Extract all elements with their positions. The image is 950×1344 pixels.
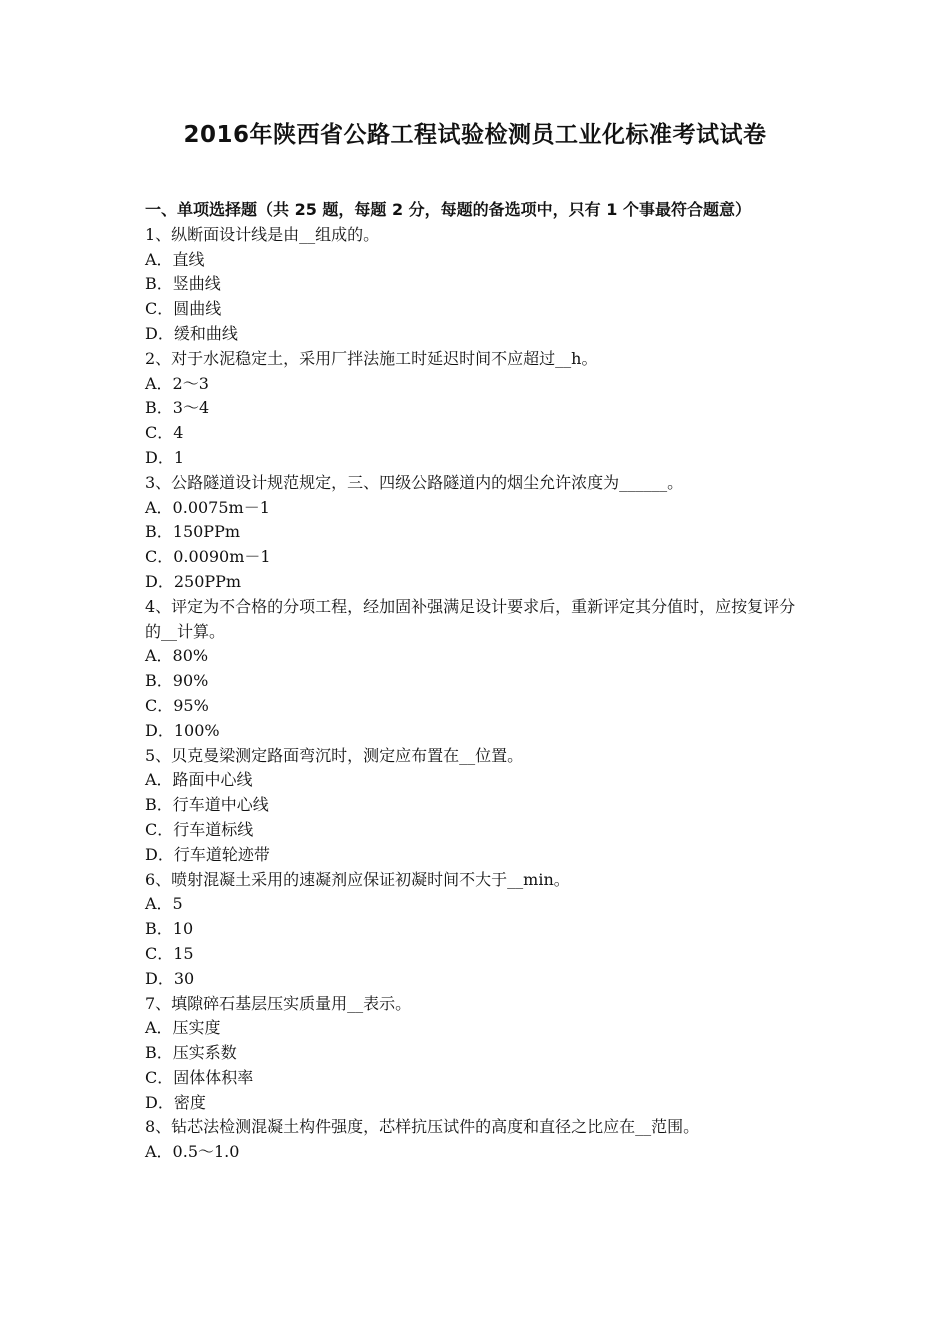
question-text: 6、喷射混凝土采用的速凝剂应保证初凝时间不大于__min。 — [145, 869, 570, 889]
option-b: B．90% — [145, 671, 209, 691]
option-c: C．圆曲线 — [145, 299, 222, 319]
question-6 — [145, 868, 810, 992]
document-body — [145, 198, 810, 1165]
question-5 — [145, 744, 810, 868]
question-3 — [145, 471, 810, 595]
option-a: A．路面中心线 — [145, 770, 253, 790]
option-c: C．4 — [145, 423, 184, 443]
option-b: B．压实系数 — [145, 1043, 237, 1063]
option-a: A．压实度 — [145, 1018, 221, 1038]
option-d: D．密度 — [145, 1092, 206, 1112]
question-1 — [145, 223, 810, 347]
option-b: B．3～4 — [145, 398, 210, 418]
option-b: B．10 — [145, 919, 194, 939]
section-heading: 一、单项选择题（共 25 题，每题 2 分，每题的备选项中，只有 1 个事最符合题意） — [145, 200, 751, 219]
question-8 — [145, 1115, 810, 1165]
document-title: 2016年陕西省公路工程试验检测员工业化标准考试试卷 — [183, 122, 767, 148]
option-d: D．250PPm — [145, 571, 242, 591]
option-d: D．1 — [145, 447, 185, 467]
option-b: B．竖曲线 — [145, 274, 221, 294]
option-a: A．80% — [145, 646, 209, 666]
question-text: 7、填隙碎石基层压实质量用__表示。 — [145, 993, 412, 1013]
question-text: 3、公路隧道设计规范规定，三、四级公路隧道内的烟尘允许浓度为______。 — [145, 472, 684, 492]
option-d: D．30 — [145, 968, 195, 988]
option-a: A．2～3 — [145, 373, 209, 393]
option-c: C．0.0090m－1 — [145, 547, 271, 567]
option-d: D．100% — [145, 720, 220, 740]
option-b: B．150PPm — [145, 522, 241, 542]
question-text: 5、贝克曼梁测定路面弯沉时，测定应布置在__位置。 — [145, 745, 524, 765]
option-a: A．5 — [145, 894, 183, 914]
option-c: C．固体体积率 — [145, 1067, 254, 1087]
option-c: C．行车道标线 — [145, 819, 254, 839]
option-d: D．行车道轮迹带 — [145, 844, 270, 864]
option-c: C．95% — [145, 695, 209, 715]
question-4 — [145, 595, 810, 744]
question-text: 8、钻芯法检测混凝土构件强度，芯样抗压试件的高度和直径之比应在__范围。 — [145, 1117, 700, 1137]
question-text: 1、纵断面设计线是由__组成的。 — [145, 224, 380, 244]
question-text: 4、评定为不合格的分项工程，经加固补强满足设计要求后，重新评定其分值时，应按复评分的__计算。 — [145, 596, 796, 641]
option-a: A．0.5～1.0 — [145, 1142, 240, 1162]
option-a: A．直线 — [145, 249, 205, 269]
option-b: B．行车道中心线 — [145, 795, 269, 815]
option-d: D．缓和曲线 — [145, 323, 238, 343]
question-7 — [145, 992, 810, 1116]
question-text: 2、对于水泥稳定土，采用厂拌法施工时延迟时间不应超过__h。 — [145, 348, 598, 368]
question-2 — [145, 347, 810, 471]
option-a: A．0.0075m－1 — [145, 497, 270, 517]
option-c: C．15 — [145, 943, 194, 963]
